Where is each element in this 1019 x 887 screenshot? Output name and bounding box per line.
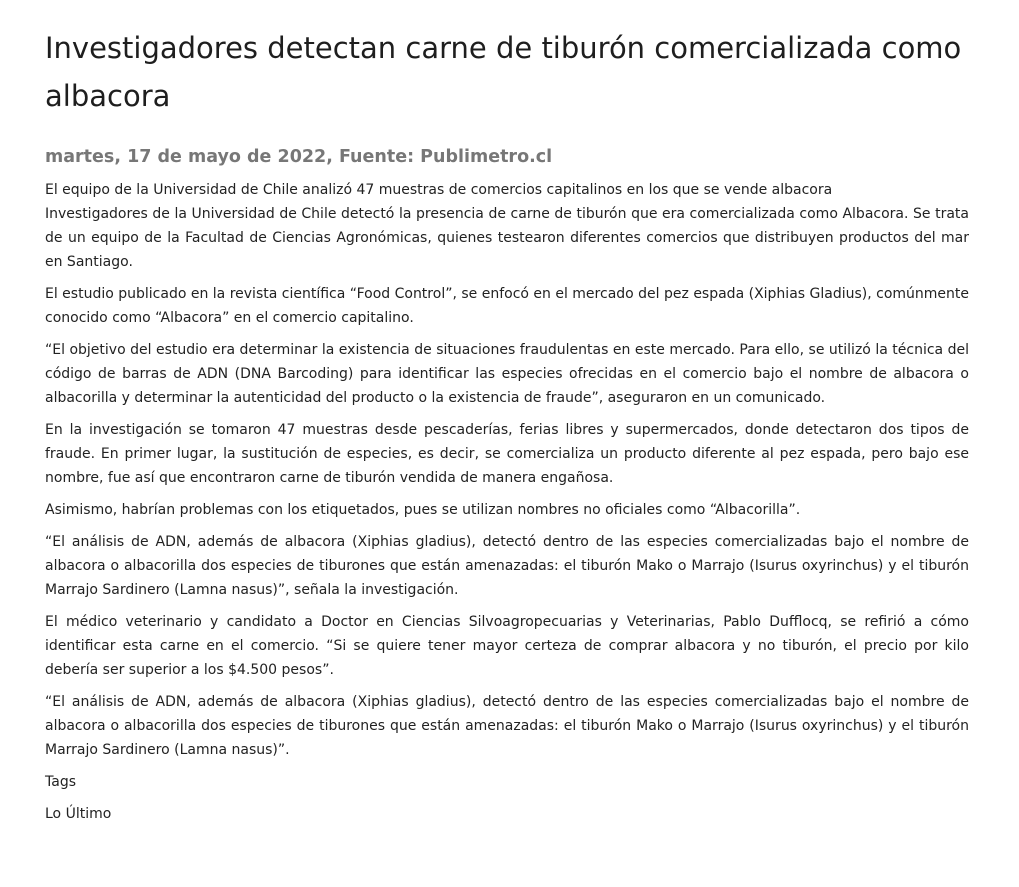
latest-news-label[interactable]: Lo Último bbox=[45, 806, 112, 822]
article-paragraph-4: En la investigación se tomaron 47 muestras desde pescaderías, ferias libres y supermercados, donde detectaron dos tipos de fraude. En primer lugar, la sustitución de especies, es decir, se comercializa un producto diferente al pez espada, pero bajo ese nombre, fue así que encontraron carne de tiburón vendida de manera engañosa. bbox=[45, 422, 969, 486]
article-paragraph-2: El estudio publicado en la revista científica “Food Control”, se enfocó en el mercado del pez espada (Xiphias Gladius), comúnmente conocido como “Albacora” en el comercio capitalino. bbox=[45, 286, 970, 326]
article bbox=[45, 0, 969, 826]
article-paragraph-6: “El análisis de ADN, además de albacora (Xiphias gladius), detectó dentro de las especies comercializadas bajo el nombre de albacora o albacorilla dos especies de tiburones que están amenazadas: el tiburón Mako o Marrajo (Isurus oxyrinchus) y el tiburón Marrajo Sardinero (Lamna nasus)”, señala la investigación. bbox=[45, 534, 969, 598]
tags-label[interactable]: Tags bbox=[45, 774, 76, 790]
article-paragraph-1: Investigadores de la Universidad de Chile detectó la presencia de carne de tiburón que era comercializada como Albacora. Se trata de un equipo de la Facultad de Ciencias Agronómicas, quienes testearon diferentes comercios que distribuyen productos del mar en Santiago. bbox=[45, 206, 969, 270]
article-date-source: martes, 17 de mayo de 2022, Fuente: Publimetro.cl bbox=[45, 147, 553, 167]
article-paragraph-3: “El objetivo del estudio era determinar la existencia de situaciones fraudulentas en este mercado. Para ello, se utilizó la técnica del código de barras de ADN (DNA Barcoding) para identificar las especies ofrecidas en el comercio bajo el nombre de albacora o albacorilla y determinar la autenticidad del producto o la existencia de fraude”, aseguraron en un comunicado. bbox=[45, 342, 969, 406]
lead-text: El equipo de la Universidad de Chile analizó 47 muestras de comercios capitalinos en los que se vende albacora bbox=[45, 182, 833, 198]
article-body bbox=[45, 178, 969, 762]
article-paragraph-7: El médico veterinario y candidato a Doctor en Ciencias Silvoagropecuarias y Veterinarias, Pablo Dufflocq, se refirió a cómo identificar esta carne en el comercio. “Si se quiere tener mayor certeza de comprar albacora y no tiburón, el precio por kilo debería ser superior a los $4.500 pesos”. bbox=[45, 614, 969, 678]
article-paragraph-5: Asimismo, habrían problemas con los etiquetados, pues se utilizan nombres no oficiales como “Albacorilla”. bbox=[45, 502, 801, 518]
article-title: Investigadores detectan carne de tiburón comercializada como albacora bbox=[45, 31, 962, 113]
article-paragraph-8: “El análisis de ADN, además de albacora (Xiphias gladius), detectó dentro de las especies comercializadas bajo el nombre de albacora o albacorilla dos especies de tiburones que están amenazadas: el tiburón Mako o Marrajo (Isurus oxyrinchus) y el tiburón Marrajo Sardinero (Lamna nasus)”. bbox=[45, 694, 969, 758]
article-lead bbox=[45, 178, 969, 202]
